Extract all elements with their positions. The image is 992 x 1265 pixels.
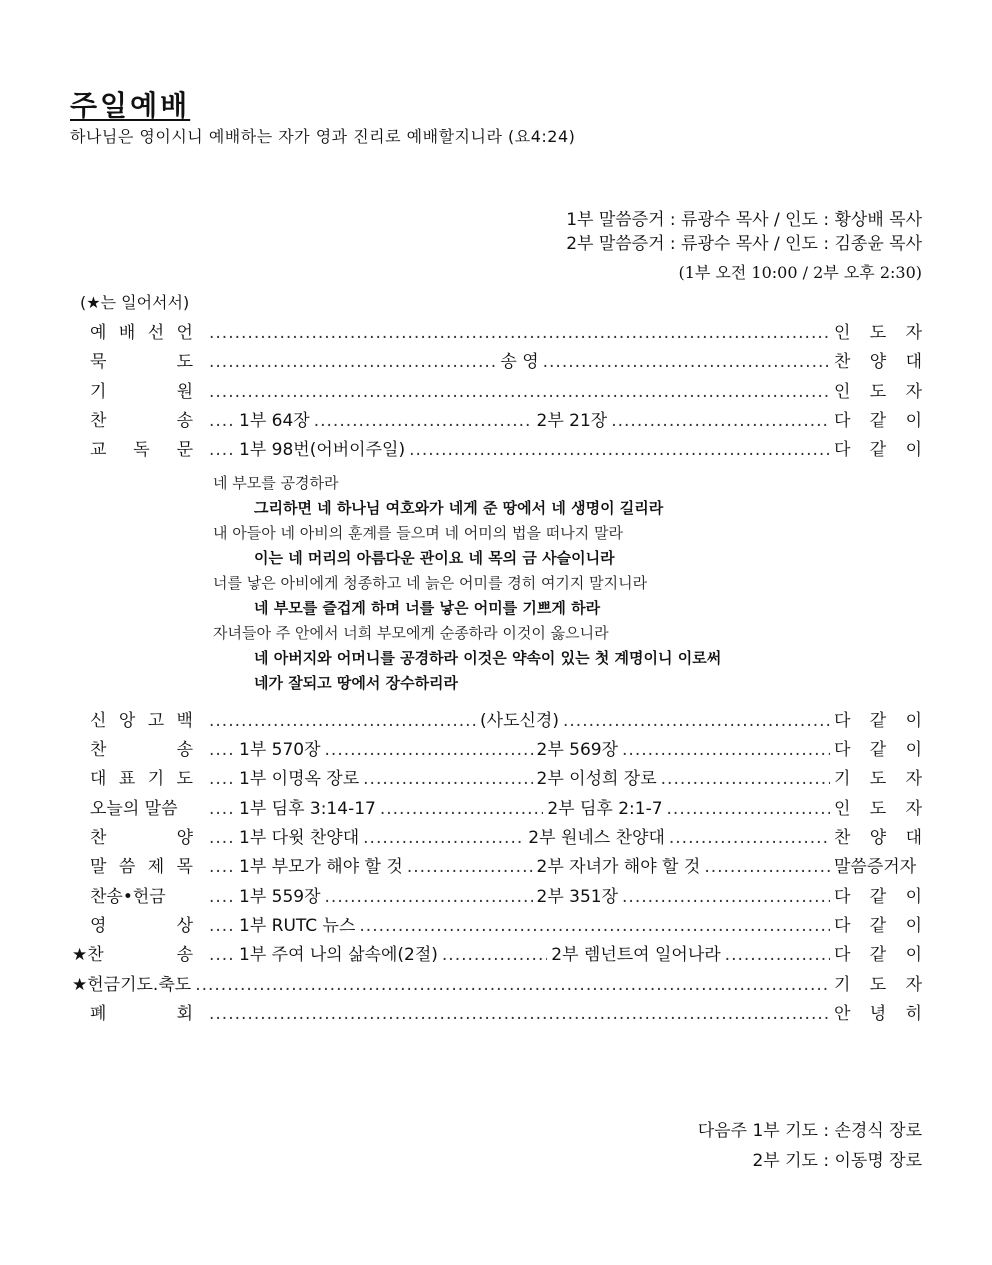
row-part1: 1부 64장 xyxy=(239,411,310,431)
row-label: 말 씀 제 목 xyxy=(90,857,193,877)
row-responder: 찬 양 대 xyxy=(834,828,923,848)
row-label: 신 앙 고 백 xyxy=(90,711,193,731)
standing-note: (★는 일어서서) xyxy=(80,293,190,312)
row-label: 찬 송 xyxy=(90,740,193,760)
leader-dots xyxy=(209,828,235,848)
row-part1: 1부 이명옥 장로 xyxy=(239,769,360,789)
leader-dots xyxy=(209,945,235,965)
row-label: 대 표 기 도 xyxy=(90,769,193,789)
order-row-declaration xyxy=(70,318,922,344)
row-middle: (사도신경) xyxy=(480,711,559,731)
row-part1: 1부 570장 xyxy=(239,740,321,760)
leader-dots xyxy=(622,740,830,760)
order-row-silent-prayer xyxy=(70,347,922,373)
leader-dots xyxy=(209,769,235,789)
row-label: 찬 송 xyxy=(90,411,193,431)
row-part2: 2부 351장 xyxy=(536,887,619,907)
leader-dots xyxy=(407,857,533,877)
order-row-video xyxy=(70,911,922,937)
order-row-representative-prayer xyxy=(70,764,922,790)
leader-dots xyxy=(209,740,235,760)
leader-dots xyxy=(543,352,830,372)
preacher-info-2: 2부 말씀증거 : 류광수 목사 / 인도 : 김종윤 목사 xyxy=(566,234,922,254)
row-label: 폐 회 xyxy=(90,1004,193,1024)
row-part2: 2부 569장 xyxy=(536,740,619,760)
leader-dots xyxy=(209,711,476,731)
row-label: ★헌금기도.축도 xyxy=(72,975,192,995)
leader-dots xyxy=(363,828,524,848)
row-responder: 기 도 자 xyxy=(834,975,922,995)
row-label: 영 상 xyxy=(90,916,193,936)
row-label: 오늘의 말씀 xyxy=(90,799,178,819)
leader-dots xyxy=(209,799,235,819)
reading-leader-line: 너를 낳은 아비에게 청종하고 네 늙은 어미를 경히 여기지 말지니라 xyxy=(213,574,648,592)
row-middle: 송 영 xyxy=(500,352,539,372)
reading-leader-line: 자녀들아 주 안에서 너희 부모에게 순종하라 이것이 옳으니라 xyxy=(213,624,609,642)
row-responder: 다 같 이 xyxy=(834,916,922,936)
next-week-prayer-1: 다음주 1부 기도 : 손경식 장로 xyxy=(697,1121,922,1141)
row-responder: 기 도 자 xyxy=(834,769,922,789)
order-row-choir xyxy=(70,823,922,849)
row-label: 찬 양 xyxy=(90,828,193,848)
leader-dots xyxy=(363,769,532,789)
order-row-hymn-2 xyxy=(70,735,922,761)
order-row-closing-hymn xyxy=(70,940,922,966)
row-label: ★찬 송 xyxy=(72,945,193,965)
row-part1: 1부 주여 나의 삶속에(2절) xyxy=(239,945,438,965)
leader-dots xyxy=(409,440,830,460)
row-label: 찬송•헌금 xyxy=(90,887,166,907)
leader-dots xyxy=(195,975,830,995)
leader-dots xyxy=(314,411,533,431)
reading-congregation-line: 그리하면 네 하나님 여호와가 네게 준 땅에서 네 생명이 길리라 xyxy=(254,499,664,517)
row-part1: 1부 딤후 3:14-17 xyxy=(239,799,376,819)
leader-dots xyxy=(380,799,543,819)
leader-dots xyxy=(209,887,235,907)
order-row-hymn-offering xyxy=(70,882,922,908)
leader-dots xyxy=(563,711,830,731)
order-row-todays-word xyxy=(70,794,922,820)
row-part2: 2부 이성희 장로 xyxy=(536,769,657,789)
row-responder: 찬 양 대 xyxy=(834,352,922,372)
leader-dots xyxy=(442,945,547,965)
row-part2: 2부 자녀가 해야 할 것 xyxy=(536,857,701,877)
page-title: 주일예배 xyxy=(70,89,191,122)
leader-dots xyxy=(209,440,235,460)
row-part2: 2부 21장 xyxy=(536,411,608,431)
row-label: 예 배 선 언 xyxy=(90,323,193,343)
row-part1: 1부 다윗 찬양대 xyxy=(239,828,360,848)
row-part1: 1부 부모가 해야 할 것 xyxy=(239,857,403,877)
row-responder: 인 도 자 xyxy=(834,382,922,402)
row-part1: 1부 559장 xyxy=(239,887,321,907)
reading-congregation-line: 네 아버지와 어머니를 공경하라 이것은 약속이 있는 첫 계명이니 이로써 xyxy=(254,649,722,667)
leader-dots xyxy=(611,411,830,431)
leader-dots xyxy=(704,857,830,877)
leader-dots xyxy=(209,857,235,877)
order-row-creed xyxy=(70,706,922,732)
leader-dots xyxy=(209,382,830,402)
reading-congregation-line: 네 부모를 즐겁게 하며 너를 낳은 어미를 기쁘게 하라 xyxy=(254,599,601,617)
order-row-invocation xyxy=(70,377,922,403)
row-part1: 1부 98번(어버이주일) xyxy=(239,440,406,460)
row-responder: 다 같 이 xyxy=(834,887,922,907)
leader-dots xyxy=(661,769,830,789)
reading-congregation-line: 네가 잘되고 땅에서 장수하리라 xyxy=(254,674,459,692)
row-responder: 인 도 자 xyxy=(834,799,923,819)
row-part1: 1부 RUTC 뉴스 xyxy=(239,916,356,936)
order-row-sermon-title xyxy=(70,852,922,878)
reading-leader-line: 네 부모를 공경하라 xyxy=(213,474,339,492)
row-part2: 2부 렘넌트여 일어나라 xyxy=(551,945,721,965)
leader-dots xyxy=(209,323,830,343)
leader-dots xyxy=(209,1004,830,1024)
subtitle-verse: 하나님은 영이시니 예배하는 자가 영과 진리로 예배할지니라 (요4:24) xyxy=(70,127,576,146)
row-responder: 안 녕 히 xyxy=(834,1004,922,1024)
reading-congregation-line: 이는 네 머리의 아름다운 관이요 네 목의 금 사슬이니라 xyxy=(254,549,615,567)
leader-dots xyxy=(325,740,533,760)
row-label: 기 원 xyxy=(90,382,193,402)
row-responder: 다 같 이 xyxy=(834,411,922,431)
row-responder: 말씀증거자 xyxy=(834,857,917,877)
row-label: 묵 도 xyxy=(90,352,193,372)
preacher-info-1: 1부 말씀증거 : 류광수 목사 / 인도 : 황상배 목사 xyxy=(566,210,922,230)
row-responder: 인 도 자 xyxy=(834,323,922,343)
leader-dots xyxy=(325,887,533,907)
reading-leader-line: 내 아들아 네 아비의 훈계를 들으며 네 어미의 법을 떠나지 말라 xyxy=(213,524,623,542)
leader-dots xyxy=(667,799,830,819)
row-responder: 다 같 이 xyxy=(834,711,923,731)
order-row-closing xyxy=(70,999,922,1025)
row-responder: 다 같 이 xyxy=(834,440,922,460)
order-row-hymn-1 xyxy=(70,406,922,432)
row-label: 교 독 문 xyxy=(90,440,193,460)
leader-dots xyxy=(209,352,496,372)
row-part2: 2부 딤후 2:1-7 xyxy=(547,799,663,819)
leader-dots xyxy=(725,945,830,965)
row-responder: 다 같 이 xyxy=(834,740,922,760)
service-times: (1부 오전 10:00 / 2부 오후 2:30) xyxy=(678,263,922,282)
leader-dots xyxy=(359,916,830,936)
order-row-offering-prayer-benediction xyxy=(70,970,922,996)
row-responder: 다 같 이 xyxy=(834,945,923,965)
leader-dots xyxy=(209,916,235,936)
row-part2: 2부 원네스 찬양대 xyxy=(528,828,665,848)
next-week-prayer-2: 2부 기도 : 이동명 장로 xyxy=(752,1151,922,1171)
order-row-responsive-reading xyxy=(70,435,922,461)
leader-dots xyxy=(622,887,830,907)
leader-dots xyxy=(669,828,830,848)
leader-dots xyxy=(209,411,235,431)
